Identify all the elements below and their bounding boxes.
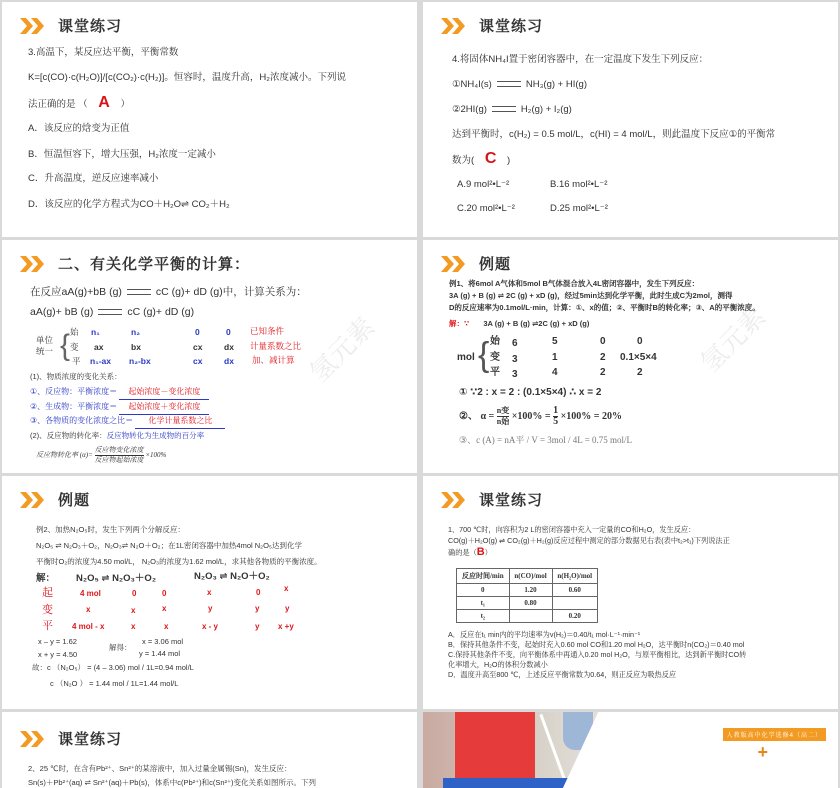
conversion-title: (2)、反应物的转化率： <box>30 431 107 440</box>
cell: bx <box>131 342 141 352</box>
cell: 2 <box>600 352 606 363</box>
reaction-right: H₂(g) + I₂(g) <box>520 104 572 115</box>
formula-right: ×100% <box>145 451 167 460</box>
slide-thumbnail-5[interactable] <box>2 476 417 709</box>
table-header: 反应时间/min <box>457 569 510 584</box>
double-chevron-icon <box>20 256 46 272</box>
cell: x <box>131 622 136 631</box>
course-tag: 人教版高中化学选修4（高二） <box>723 728 826 741</box>
relation-answer: 起始浓度＋变化浓度 <box>119 400 209 415</box>
cell: 0 <box>195 327 200 337</box>
relation-row <box>30 400 209 415</box>
table-row <box>457 584 598 597</box>
question-text: ) <box>507 155 511 166</box>
cell: cx <box>193 356 203 366</box>
lab-photo <box>423 712 613 788</box>
slide-header <box>20 489 90 510</box>
conclusion-1: 故：c （N₂O₅） = (4 – 3.06) mol / 1L=0.94 mol/L <box>32 663 194 672</box>
cell: 0 <box>226 327 231 337</box>
cell: 3 <box>512 354 518 365</box>
row-label: 始 <box>70 327 79 337</box>
answer-letter: A <box>98 94 110 111</box>
slide-header <box>20 728 122 749</box>
double-chevron-icon <box>441 256 467 272</box>
option-a: A.9 mol²•L⁻² <box>457 179 510 190</box>
fraction-numerator: 1 <box>553 405 559 416</box>
option-d: D.25 mol²•L⁻² <box>550 203 608 214</box>
data-table <box>456 568 598 623</box>
relation-answer: 起始浓度－变化浓度 <box>119 385 209 400</box>
cell: n₁-ax <box>90 356 111 366</box>
table-cell: t₂ <box>457 610 510 623</box>
question-line <box>28 96 130 112</box>
cell: 0.1×5×4 <box>620 352 657 363</box>
result-x: x = 3.06 mol <box>142 637 184 646</box>
equilibrium-arrow-icon <box>497 81 521 87</box>
equation-1: N₂O₅ ⇌ N₂O₃＋O₂ <box>76 573 157 584</box>
cell: x <box>86 605 91 614</box>
watermark: 氢元素 <box>303 311 381 388</box>
problem-line: 3A (g) + B (g) ⇌ 2C (g) + xD (g)，经过5min达到化学平衡，此时生成C为2mol，测得 <box>449 291 733 300</box>
step-2: ②、 α = n变 n始 ×100% = $\frac{1}{5}$ ×100% = 20% <box>459 405 623 427</box>
option-c: C.20 mol²•L⁻² <box>457 203 515 214</box>
option-a: A．反应在t₁ min内的平均速率为v(H₂)＝0.40/t₁ mol·L⁻¹·min⁻¹ <box>448 630 641 639</box>
problem-line: 例2、加热N₂O₅时，发生下列两个分解反应： <box>36 525 185 534</box>
solution-eq: 3A (g) + B (g) ⇌2C (g) + xD (g) <box>483 319 590 328</box>
note: 计量系数之比 <box>250 341 302 351</box>
slide-title: 课堂练习 <box>58 731 123 748</box>
step-text: ×100% = 20% <box>560 410 623 422</box>
row-label: 起 <box>42 587 53 599</box>
problem-line: 平衡时O₂的浓度为4.50 mol/L， N₂O₃的浓度为1.62 mol/L，求其他各物质的平衡浓度。 <box>36 557 322 566</box>
cell: y <box>285 604 290 613</box>
formula-denominator: 反应物起始浓度 <box>94 456 144 464</box>
slide-title: 课堂练习 <box>58 18 123 35</box>
question-text: ） <box>120 99 130 110</box>
equation-line <box>30 305 194 319</box>
slide-title: 课堂练习 <box>479 18 544 35</box>
question-line: 4.将固体NH₄I置于密闭容器中，在一定温度下发生下列反应： <box>452 54 709 65</box>
table-cell: 0.20 <box>552 610 598 623</box>
slide-thumbnail-7[interactable] <box>2 712 417 788</box>
step-text: ②、 α <box>459 410 487 422</box>
question-line: 达到平衡时，c(H₂) = 0.5 mol/L，c(HI) = 4 mol/L，则此温度下反应①的平衡常 <box>452 129 776 140</box>
cell: 0 <box>256 588 261 597</box>
cell: 4 <box>552 367 558 378</box>
cell: 0 <box>162 589 167 598</box>
equilibrium-arrow-icon <box>127 289 151 295</box>
row-label: 平 <box>72 356 81 366</box>
problem-line: D的反应速率为0.1mol/L·min，计算：①、x的值；②、平衡时B的转化率；③、A的平衡浓度。 <box>449 303 760 312</box>
cell: x <box>162 604 167 613</box>
relation-label: ①、反应物：平衡浓度＝ <box>30 387 118 396</box>
cell: dx <box>224 342 234 352</box>
result-y: y = 1.44 mol <box>139 649 181 658</box>
relation-title: (1)、物质浓度的变化关系： <box>30 372 122 381</box>
slide-header <box>20 15 122 36</box>
watermark: 氢元素 <box>694 301 772 378</box>
table-cell: t₁ <box>457 597 510 610</box>
cell: 2 <box>637 367 643 378</box>
row-label: 变 <box>490 352 500 363</box>
cell: 4 mol - x <box>72 622 105 631</box>
cell: 5 <box>552 336 558 347</box>
cell: 0 <box>637 336 643 347</box>
fraction-numerator: n变 <box>496 406 510 415</box>
slide-thumbnail-2[interactable] <box>423 2 838 237</box>
slide-thumbnail-8[interactable] <box>423 712 838 788</box>
cell: 0 <box>132 589 137 598</box>
cell: 6 <box>512 338 518 349</box>
cell: n₂ <box>131 327 140 337</box>
solve-label: 解得： <box>109 643 132 652</box>
table-cell: 0.60 <box>552 584 598 597</box>
problem-line: Sn(s)＋Pb²⁺(aq) ⇌ Sn²⁺(aq)＋Pb(s)，体系中c(Pb²⁺)和c(Sn²⁺)变化关系如图所示。下列 <box>28 778 316 787</box>
conclusion-2: c （N₂O ） = 1.44 mol / 1L=1.44 mol/L <box>50 679 179 688</box>
slide-title: 例题 <box>479 256 512 273</box>
option-d: D．该反应的化学方程式为CO＋H₂O⇌ CO₂＋H₂ <box>28 199 230 210</box>
equilibrium-arrow-icon <box>492 106 516 112</box>
slide-title: 课堂练习 <box>479 492 544 509</box>
conversion-def: 反应物转化为生成物的百分率 <box>106 431 205 440</box>
table-header: n(H₂O)/mol <box>552 569 598 584</box>
slide-title: 二、有关化学平衡的计算： <box>58 256 251 273</box>
equation-2: N₂O₃ ⇌ N₂O＋O₂ <box>194 571 270 582</box>
formula-numerator: 反应物变化浓度 <box>94 446 144 454</box>
option-d: D．温度升高至800 ℃，上述反应平衡常数为0.64，则正反应为吸热反应 <box>448 670 677 679</box>
problem-line: CO(g)＋H₂O(g) ⇌ CO₂(g)＋H₂(g)反应过程中测定的部分数据见右表(表中t₂>t₁)下列说法正 <box>448 536 730 545</box>
cell: 4 mol <box>80 589 101 598</box>
row-label: 平 <box>490 367 500 378</box>
option-c-cont: 化率增大，H₂O的体积分数减小 <box>448 660 548 669</box>
row-label: 始 <box>490 336 500 347</box>
slide-thumbnail-3[interactable] <box>2 240 417 473</box>
row-label: 变 <box>42 604 53 616</box>
step-1: ① ∵2 : x = 2 : (0.1×5×4) ∴ x = 2 <box>459 387 602 398</box>
solution-label: 解：∵ <box>449 319 470 328</box>
answer-letter: B <box>476 546 485 558</box>
cell: ax <box>94 342 104 352</box>
relation-answer: 化学计量系数之比 <box>135 414 225 429</box>
question-text: 法正确的是 （ <box>28 99 88 110</box>
slide-thumbnail-4[interactable] <box>423 240 838 473</box>
cell: x <box>164 622 169 631</box>
table-row <box>457 610 598 623</box>
answer-letter: C <box>484 150 497 167</box>
table-cell <box>552 597 598 610</box>
question-line: 3.高温下，某反应达平衡，平衡常数 <box>28 47 179 58</box>
note: 已知条件 <box>250 326 285 336</box>
question-text: 数为( <box>452 155 475 166</box>
cell: dx <box>224 356 234 366</box>
reaction-right: NH₃(g) + HI(g) <box>525 79 587 90</box>
option-c: C.保持其他条件不变，向平衡体系中再通入0.20 mol H₂O，与原平衡相比，达到新平衡时CO转 <box>448 650 747 659</box>
row-label: 变 <box>70 342 79 352</box>
cell: x +y <box>278 622 294 631</box>
brace: { <box>478 336 490 374</box>
relation-label: ③、各物质的变化浓度之比＝ <box>30 416 134 425</box>
intro-line <box>30 285 307 299</box>
option-b: B．保持其他条件不变，起始时充入0.60 mol CO和1.20 mol H₂O，达平衡时n(CO₂)＝0.40 mol <box>448 640 745 649</box>
cell: 0 <box>600 336 606 347</box>
double-chevron-icon <box>441 492 467 508</box>
slide-header <box>441 489 543 510</box>
question-text: ） <box>484 548 492 557</box>
equation-a: x – y = 1.62 <box>38 637 77 646</box>
cell: x - y <box>202 622 219 631</box>
intro-left: 在反应aA(g)+bB (g) <box>30 286 122 298</box>
slide-header <box>441 15 543 36</box>
relation-row <box>30 385 209 400</box>
table-cell: 0 <box>457 584 510 597</box>
double-chevron-icon <box>20 731 46 747</box>
cell: 3 <box>512 369 518 380</box>
eq-left: aA(g)+ bB (g) <box>30 306 94 318</box>
cell: n₂-bx <box>129 356 151 366</box>
cell: x <box>284 584 289 593</box>
row-label: 平 <box>42 620 53 632</box>
relation-label: ②、生成物：平衡浓度＝ <box>30 402 118 411</box>
equation-b: x + y = 4.50 <box>38 650 78 659</box>
step-text: ×100% = <box>511 410 551 422</box>
table-cell <box>509 610 552 623</box>
table-cell: 0.80 <box>509 597 552 610</box>
fraction-denominator: n始 <box>496 417 510 426</box>
question-line: K=[c(CO)·c(H₂O)]/[c(CO₂)·c(H₂)]。恒容时，温度升高，H₂浓度减小。下列说 <box>28 72 346 83</box>
relation-row <box>30 414 225 429</box>
table-header-row <box>457 569 598 584</box>
table-header: n(CO)/mol <box>509 569 552 584</box>
note: 加、减计算 <box>252 355 295 365</box>
cell: y <box>208 604 213 613</box>
question-text: 确的是（ <box>448 548 477 557</box>
slide-title: 例题 <box>58 492 91 509</box>
table-row <box>457 597 598 610</box>
intro-right: cC (g)+ dD (g)中，计算关系为： <box>155 286 307 298</box>
double-chevron-icon <box>441 18 467 34</box>
problem-line: N₂O₅ ⇌ N₂O₃＋O₂，N₂O₃⇌ N₂O＋O₂；在1L密闭容器中加热4mol N₂O₅达到化学 <box>36 541 302 550</box>
option-a: A．该反应的焓变为正值 <box>28 123 130 134</box>
cell: 2 <box>600 367 606 378</box>
problem-line: 2、25 ℃时，在含有Pb²⁺、Sn²⁺的某溶液中，加入过量金属锡(Sn)，发生反应： <box>28 764 292 773</box>
slide-thumbnail-1[interactable] <box>2 2 417 237</box>
reaction-left: ①NH₄I(s) <box>452 79 492 90</box>
unit-label: mol <box>457 352 475 363</box>
table-cell: 1.20 <box>509 584 552 597</box>
fraction-denominator: 5 <box>553 416 559 427</box>
question-line <box>452 152 510 168</box>
solution-label: 解： <box>36 573 56 584</box>
reaction-1 <box>452 78 587 92</box>
problem-line <box>448 546 492 559</box>
unit-label: 单位统一 <box>36 335 54 356</box>
problem-line: 1、700 ℃时，向容积为2 L的密闭容器中充入一定量的CO和H₂O，发生反应： <box>448 525 696 534</box>
cell: n₁ <box>91 327 100 337</box>
cell: 1 <box>552 352 558 363</box>
cell: y <box>255 604 260 613</box>
double-chevron-icon <box>20 18 46 34</box>
eq-right: cC (g)+ dD (g) <box>127 306 195 318</box>
problem-line: 例1、将6mol A气体和5mol B气体混合放入4L密闭容器中，发生下列反应： <box>449 279 700 288</box>
cell: x <box>207 588 212 597</box>
plus-icon: + <box>757 742 768 762</box>
reaction-2 <box>452 103 572 117</box>
step-3: ③、c (A) = nA平 / V = 3mol / 4L = 0.75 mol/L <box>459 435 633 445</box>
double-chevron-icon <box>20 492 46 508</box>
option-c: C．升高温度，逆反应速率减小 <box>28 173 159 184</box>
cell: y <box>255 622 260 631</box>
equilibrium-arrow-icon <box>98 309 122 315</box>
cell: cx <box>193 342 203 352</box>
solution-line <box>449 317 589 331</box>
option-b: B.16 mol²•L⁻² <box>550 179 608 190</box>
conversion-line <box>30 429 204 443</box>
conversion-formula <box>36 446 166 465</box>
slide-header <box>441 253 511 274</box>
slide-thumbnail-6[interactable] <box>423 476 838 709</box>
formula-left: 反应物转化率 (α)= <box>36 451 93 460</box>
slide-header <box>20 253 250 274</box>
option-b: B．恒温恒容下，增大压强，H₂浓度一定减小 <box>28 149 216 160</box>
reaction-left: ②2HI(g) <box>452 104 487 115</box>
brace: { <box>60 329 71 362</box>
cell: x <box>131 606 136 615</box>
